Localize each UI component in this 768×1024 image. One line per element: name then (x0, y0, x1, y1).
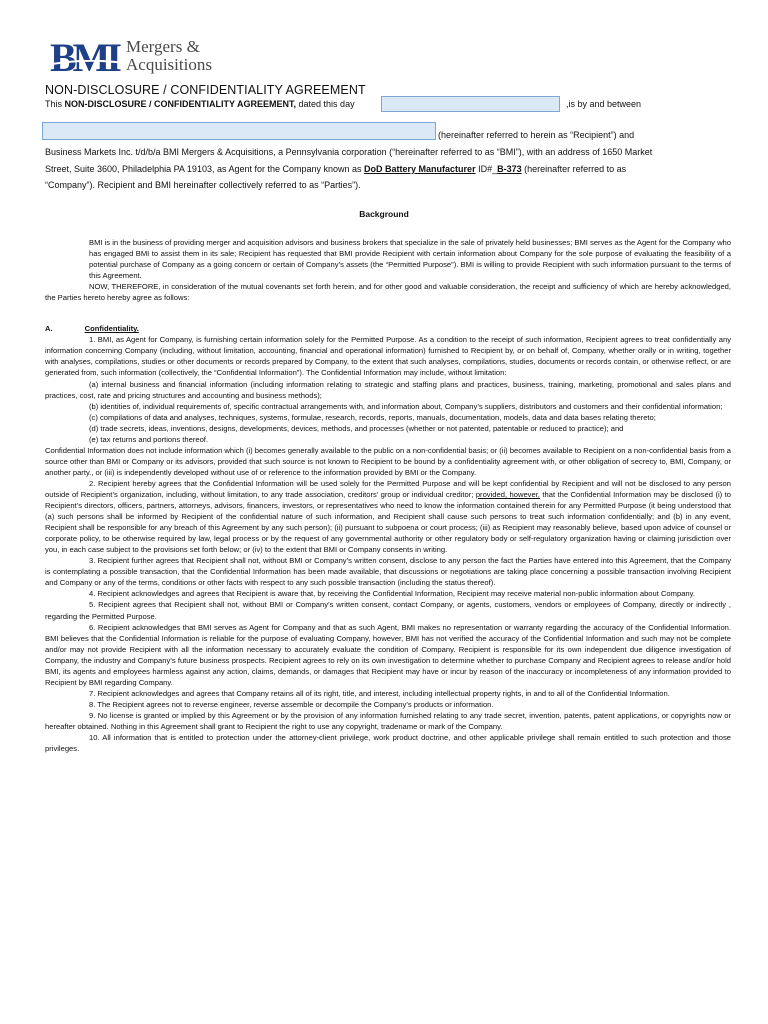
intro-line-1-end: ,is by and between (566, 99, 642, 109)
intro-line-5: “Company”). Recipient and BMI hereinafter collectively referred to as “Parties”). (45, 180, 361, 190)
intro-text: (hereinafter referred to as (521, 164, 627, 174)
intro-line-4 (45, 164, 626, 174)
section-letter: A. (45, 324, 53, 334)
clause-2-text: 2. Recipient hereby agrees that the Confidential Information will be used solely for the Permitted Purpose and will be kept confidential by Recipient and will not be disclosed to any person outside of Recipient’s organization, including, without limitation, to any trade association, creditors’ group or individual creditor; (45, 478, 731, 499)
agreement-name: NON-DISCLOSURE / CONFIDENTIALITY AGREEMENT, (64, 99, 297, 109)
agreement-body (45, 237, 731, 754)
intro-line-3 (45, 147, 652, 157)
clause-exclusions: Confidential Information does not include information which (i) becomes generally available to the public on a non-confidential basis; or (ii) becomes available to Recipient on a non-confidential basis from a source other than BMI or Company or its advisors, provided that such source is not known to Recipient to be bound by a confidentiality agreement with, or other obligation of secrecy to, BMI, Company, or another party., or (iii) is independently developed without use of or reference to the information provided by BMI or the Company. (45, 445, 731, 477)
background-paragraph-2: NOW, THEREFORE, in consideration of the mutual covenants set forth herein, and for other good and valuable consideration, the receipt and sufficiency of which are hereby acknowledged, the Parties hereto hereby agree as follows: (45, 282, 731, 303)
clause-9: 9. No license is granted or implied by this Agreement or by the provision of any information furnished relating to any trade secret, invention, patents, patent applications, or copyrights now or hereafter obtained. Nothing in this Agreement shall grant to Recipient the right to use any copyright, tradename or mark of the Company. (45, 710, 731, 731)
clause-6: 6. Recipient acknowledges that BMI serves as Agent for Company and that as such Agent, BMI makes no representation or warranty regarding the accuracy of the Confidential Information. BMI believes that the Confidential Information is reliable for the purpose of evaluating Company, however, BMI has not verified the accuracy of the Confidential Information and such may not be complete and/or may not provide Recipient with all the information necessary to accurately evaluate the condition of Company. Recipient is responsible for its own independent due diligence investigation of Company, the industry and Company’s future business prospects. Recipient agrees to rely on its own investigation to determine whether to purchase Company and Recipient agrees to release and/or hold BMI, its agents and employees harmless against any action, claims, demands, or damages that Recipient may have or incur by reason of the inaccuracy or incompleteness of any information provided to Recipient by BMI regarding Company. (45, 622, 731, 687)
recipient-name-field[interactable] (42, 122, 436, 140)
clause-e: (e) tax returns and portions thereof. (89, 434, 209, 444)
intro-text: Business Markets Inc. t/d/b/a BMI Mergers & Acquisitions, a Pennsylvania corporation (“hereinafter referred to as “BMI”), with an address of 1650 Market (45, 147, 653, 157)
clause-c: (c) compilations of data and analyses, techniques, systems, formulae, research, records, reports, manuals, documentation, models, data and data bases relating thereto; (89, 412, 656, 422)
section-title: Confidentiality. (84, 324, 139, 334)
clause-2 (45, 478, 731, 555)
intro-text: dated this day (296, 99, 355, 109)
date-field[interactable] (381, 96, 560, 112)
background-heading: Background (359, 209, 409, 219)
clause-2-text: that the Confidential Information may be disclosed (i) to Recipient’s directors, officers, partners, attorneys, advisors, financers, investors, or representatives who need to know the information contained therein for any Permitted Purpose (it being understood that (a) such persons shall be informed by Recipient of the confidential nature of such information, and Recipient shall cause such persons to treat such information confidentially; and (b) in any event, Recipient shall be responsible for any breach of this Agreement by any such person); (ii) pursuant to subpoena or court process; (iii) as Recipient may reasonably believe, based upon advice of counsel or corporate policy, to be otherwise required by law, legal process or by the request of any governmental authority or other regulatory body or self-regulatory organization having or claiming jurisdiction over you, in each case subject to the provisions set forth below; or (iv) to the extent that BMI or Company consents in writing. (45, 489, 731, 555)
logo-swoosh-icon (50, 60, 126, 66)
clause-5: 5. Recipient agrees that Recipient shall not, without BMI or Company’s written consent, contact Company, or agents, customers, vendors or employees of Company, directly or indirectly , regarding the Permitted Purpose. (45, 600, 731, 621)
clause-2-proviso: provided, however, (475, 489, 540, 499)
clause-3: 3. Recipient further agrees that Recipient shall not, without BMI or Company’s written consent, disclose to any person the fact the Parties have entered into this Agreement, that the Company is contemplating a possible transaction, that the Confidential Information has been made available, that discussions or negotiations are taking place concerning a possible transaction involving Recipient and Company or any of the terms, conditions or other facts with respect to any such possible transaction (including the status thereof). (45, 556, 731, 588)
intro-line-1 (45, 99, 355, 109)
intro-text: ID#_ (475, 164, 498, 174)
clause-d: (d) trade secrets, ideas, inventions, designs, developments, devices, methods, and processes (whether or not patented, patentable or reduced to practice); and (89, 423, 624, 433)
intro-text: Street, Suite 3600, Philadelphia PA 19103, as Agent for the Company known as (45, 164, 365, 174)
company-id: B-373 (497, 164, 522, 174)
clause-10: 10. All information that is entitled to protection under the attorney-client privilege, work product doctrine, and other applicable privilege shall remain entitled to such protection and those privileges. (45, 733, 731, 754)
background-paragraph-1: BMI is in the business of providing merger and acquisition advisors and business brokers that specialize in the sale of privately held businesses; BMI serves as the Agent for the Company who has engaged BMI to assist them in its sale; Recipient has requested that BMI provide Recipient with certain information about Company for the sole purpose of evaluating the feasibility of a potential purchase of Company as a going concern or certain of Company’s assets (the “Permitted Purpose”). BMI is willing to provide Recipient with such information pursuant to the terms of this Agreement. (89, 238, 732, 281)
clause-b: (b) identities of, individual requirements of, specific contractual arrangements with, and information about, Company’s suppliers, distributors and customers and their confidential information; (89, 401, 723, 411)
company-name: DoD Battery Manufacturer (364, 164, 476, 174)
logo-line2: Acquisitions (126, 55, 212, 74)
logo-line1: Mergers & (126, 37, 200, 56)
clause-8: 8. The Recipient agrees not to reverse engineer, reverse assemble or decompile the Company’s products or information. (89, 699, 494, 709)
intro-text: This (45, 99, 65, 109)
clause-4: 4. Recipient acknowledges and agrees that Recipient is aware that, by receiving the Confidential Information, Recipient may receive material non-public information about Company. (89, 589, 695, 599)
clause-a: (a) internal business and financial information (including information relating to strategic and staffing plans and practices, business, training, marketing, promotional and sales plans and practices, cost, rate and pricing structures and accounting and business methods); (45, 379, 731, 400)
logo-mark: BMI (50, 35, 118, 80)
bmi-logo (50, 36, 220, 80)
clause-1: 1. BMI, as Agent for Company, is furnishing certain information solely for the Permitted Purpose. As a condition to the receipt of such information, Recipient agrees to treat confidentially any information concerning Company (including, without limitation, accounting, financial and operational information) furnished to Recipient by, or on behalf of, Company, whether orally or in writing, together with analyses, compilations, studies or other documents or records prepared by Company, to the extent that such analyses, compilations, studies, documents or records contain, or otherwise reflect, or are generated from, such information (collectively, the “Confidential Information”). The Confidential Information may include, without limitation: (45, 335, 731, 378)
document-title: NON-DISCLOSURE / CONFIDENTIALITY AGREEMENT (45, 83, 366, 97)
intro-line-2: (hereinafter referred to herein as “Recipient”) and (438, 130, 635, 140)
clause-7: 7. Recipient acknowledges and agrees that Company retains all of its right, title, and interest, including intellectual property rights, in and to all of the Confidential Information. (89, 688, 670, 698)
section-a-heading (45, 323, 731, 334)
